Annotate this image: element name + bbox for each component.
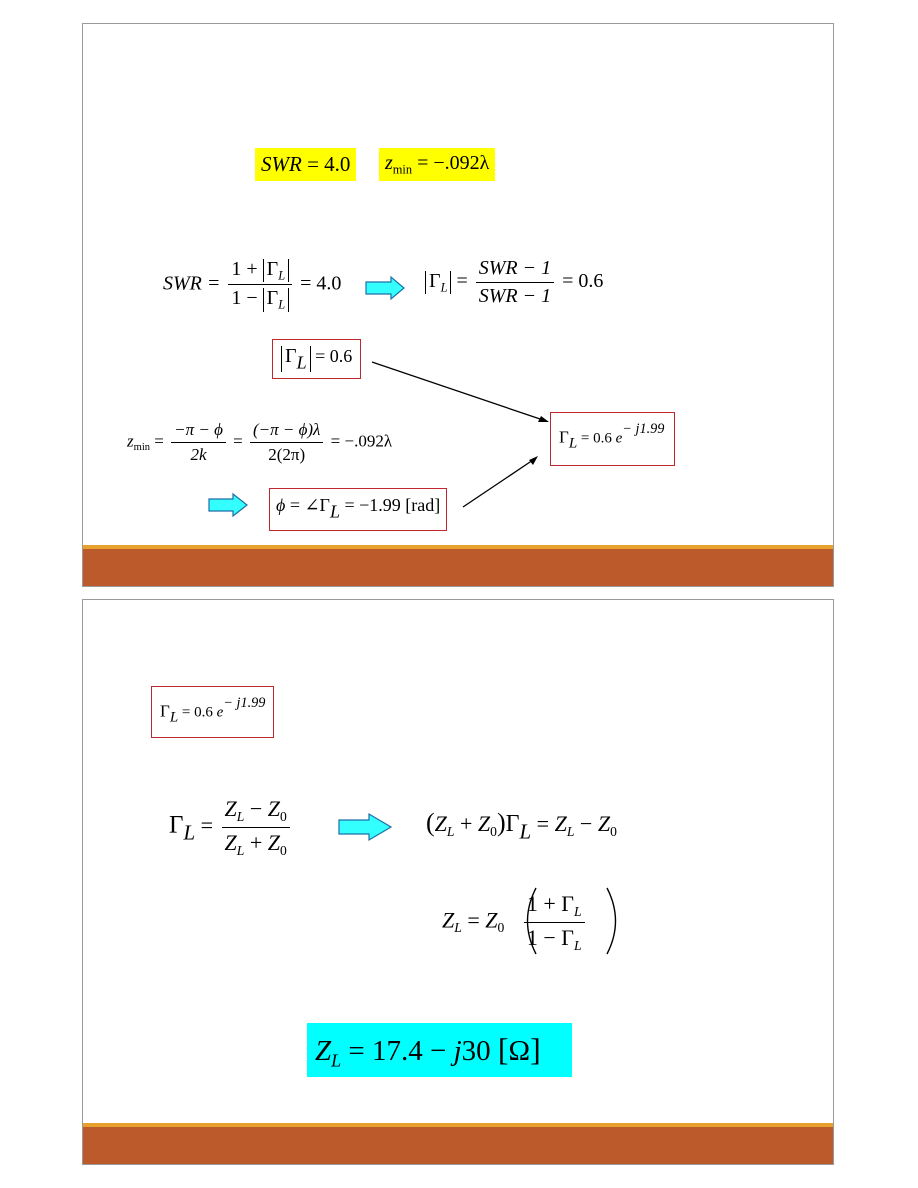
result-sub: L	[331, 1050, 342, 1071]
gdef-num-s1: L	[236, 808, 245, 824]
gmag-gamma: Γ	[429, 270, 441, 293]
gdef-den-op: +	[244, 829, 268, 855]
gdef-num-z2: Z	[267, 796, 280, 821]
swr-value: = 4.0	[307, 152, 351, 176]
gdef-eq: =	[200, 812, 213, 838]
box-gres-exp: − j1.99	[622, 421, 665, 437]
box-gres-gamma: Γ	[559, 427, 569, 447]
box-gmag-sub: L	[296, 352, 307, 373]
zmin-value: = −.092λ	[417, 152, 490, 174]
zmin-frac1-num: −π − ϕ	[171, 420, 226, 443]
rearr-close: )	[496, 808, 506, 837]
rearr-z1: Z	[434, 811, 447, 836]
zlf-sub: L	[454, 920, 462, 936]
right-paren-icon	[607, 888, 616, 954]
box-gres-sub: L	[568, 435, 578, 452]
rearr-s1: L	[446, 823, 455, 839]
zmin-frac2-den: 2(2π)	[268, 445, 306, 464]
box2-gamma: Γ	[160, 701, 170, 721]
zlf-fraction	[524, 891, 585, 954]
box-gamma-result	[550, 412, 675, 466]
gmag-gamma-sub: L	[440, 280, 448, 295]
rearr-z4: Z	[597, 811, 611, 836]
gdef-den-s2: 0	[280, 842, 287, 858]
zmin-eq2: =	[233, 431, 243, 451]
gmag-den: SWR − 1	[478, 285, 552, 307]
slide2-graphics	[83, 600, 835, 1166]
gdef-num-s2: 0	[280, 808, 287, 824]
gdef-sub: L	[183, 820, 196, 845]
rearr-s3: L	[566, 823, 575, 839]
rearr-eq: =	[531, 811, 555, 836]
zlf-den-sub: L	[573, 937, 582, 953]
result-j: j	[453, 1035, 462, 1067]
swr-symbol: SWR	[261, 152, 302, 176]
rearr-gamma: Γ	[505, 811, 520, 837]
gdef-den-z2: Z	[267, 829, 280, 855]
box2-gamma-sub: L	[169, 709, 179, 726]
swr-num-gamma-sub: L	[278, 268, 286, 283]
zmin-eq-sub: min	[133, 442, 151, 454]
zlf-z0: Z	[485, 907, 498, 933]
gmag-eq: =	[456, 270, 468, 293]
gdef-num-z1: Z	[224, 796, 237, 821]
box2-exp: − j1.99	[223, 695, 266, 711]
gmag-num: SWR − 1	[476, 257, 554, 283]
box-gamma-magnitude	[272, 339, 361, 379]
box2-e: e	[216, 704, 224, 721]
swr-den-gamma-sub: L	[278, 297, 286, 312]
swr-num-prefix: 1 +	[231, 258, 263, 280]
box-phi-rhs: = −1.99 [rad]	[344, 495, 441, 515]
zlf-den: 1 − Γ	[526, 924, 574, 950]
box-phi	[269, 488, 447, 531]
slide-2	[82, 599, 834, 1165]
zmin-eq1: =	[154, 431, 164, 451]
box-phi-angle: = ∠Γ	[289, 495, 330, 515]
result-val: 30	[461, 1035, 498, 1067]
zmin-eq-var: z	[127, 431, 134, 451]
gdef-den-s1: L	[236, 842, 245, 858]
zmin-eq-rhs: = −.092λ	[330, 431, 393, 451]
box-gres-rhs: = 0.6	[580, 430, 616, 447]
swr-num-gamma: Γ	[266, 258, 279, 280]
rearr-s4: 0	[610, 823, 617, 839]
rearr-op2: −	[574, 811, 598, 836]
swr-eq-rhs: = 4.0	[300, 272, 342, 295]
gamma-magnitude-equation	[425, 257, 603, 308]
swr-eq-lhs: SWR =	[163, 272, 221, 295]
box-phi-symbol: ϕ	[276, 495, 286, 515]
gdef-den-z1: Z	[224, 829, 237, 855]
rearr-s2: 0	[490, 823, 497, 839]
zmin-fraction-2	[250, 420, 323, 465]
arrow-head-icon	[529, 456, 538, 465]
zmin-fraction-1	[171, 420, 226, 465]
box2-rhs: = 0.6	[181, 704, 217, 721]
zlf-z: Z	[442, 907, 455, 933]
zmin-frac2-num: (−π − ϕ)λ	[250, 420, 323, 443]
zmin-frac1-den: 2k	[190, 445, 207, 464]
box-gmag-rhs: = 0.6	[315, 346, 353, 366]
gmag-fraction	[476, 257, 554, 308]
rearr-open: (	[426, 808, 435, 837]
slide1-footer-band	[83, 549, 833, 586]
zl-formula	[442, 891, 588, 954]
zlf-num: 1 + Γ	[526, 891, 574, 916]
gmag-rhs: = 0.6	[562, 270, 604, 293]
gdef-gamma: Γ	[169, 811, 184, 839]
rearranged-equation	[426, 808, 617, 844]
slide-1	[82, 23, 834, 587]
zmin-sub: min	[392, 162, 413, 177]
box-phi-sub: L	[329, 501, 340, 522]
block-arrow-right-icon	[339, 814, 391, 840]
rearr-z2: Z	[477, 811, 491, 836]
rearr-op: +	[454, 811, 478, 836]
zlf-num-sub: L	[573, 903, 582, 919]
rearr-z3: Z	[554, 811, 567, 836]
zlf-eq: =	[467, 907, 480, 933]
gdef-num-op: −	[244, 796, 268, 821]
box-gmag-gamma: Γ	[285, 345, 297, 367]
rearr-gsub: L	[519, 819, 532, 844]
arrow-line-lower	[463, 460, 533, 507]
swr-den-prefix: 1 −	[231, 287, 263, 310]
result-z: Z	[315, 1035, 332, 1067]
zmin-var: z	[385, 152, 393, 174]
swr-den-gamma: Γ	[266, 287, 279, 310]
result-rhs: = 17.4 −	[348, 1035, 454, 1067]
arrow-line-upper	[372, 362, 543, 420]
box-gres-e: e	[615, 430, 623, 447]
result-zl: $Z_L = 17.4 - j30$ [Ω]	[307, 1023, 572, 1077]
slide2-footer-band	[83, 1127, 833, 1164]
block-arrow-right-icon	[209, 494, 247, 516]
zlf-z0sub: 0	[497, 920, 505, 936]
arrow-head-icon	[538, 416, 549, 422]
zmin-equation	[127, 420, 392, 465]
block-arrow-right-icon	[366, 277, 404, 299]
result-unit: Ω	[508, 1035, 531, 1067]
